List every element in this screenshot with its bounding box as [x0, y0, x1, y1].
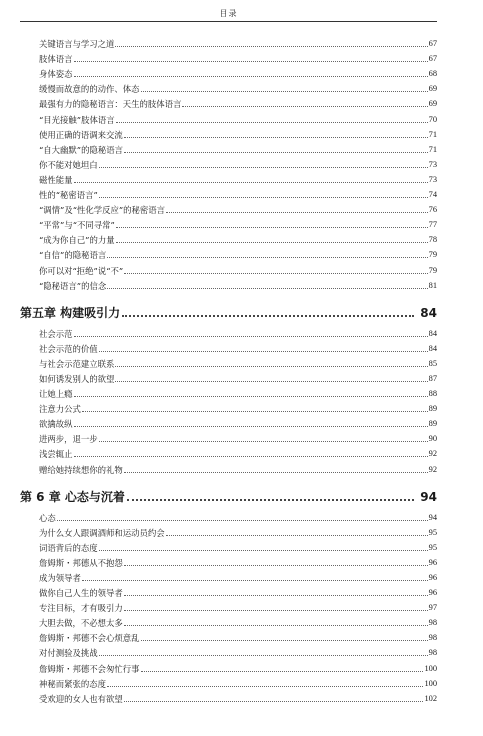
- entry-title: 为什么女人跟调酒师和运动员约会: [39, 527, 165, 538]
- chapter-title: 第 6 章 心态与沉着: [20, 489, 125, 504]
- dot-leader: [124, 152, 428, 153]
- entry-title: 磁性能量: [39, 174, 73, 185]
- entry-title: 进两步，退一步: [39, 434, 98, 445]
- entry-title: 詹姆斯・邦德从不抱怨: [39, 557, 123, 568]
- entry-page-number: 88: [428, 389, 437, 399]
- toc-entry[interactable]: [20, 598, 437, 613]
- entry-title: 神秘而紧张的态度: [39, 678, 106, 689]
- toc-entry[interactable]: [20, 384, 437, 399]
- toc-entry[interactable]: [20, 200, 437, 215]
- dot-leader: [182, 106, 427, 107]
- entry-title: 社会示范: [39, 328, 73, 339]
- dot-leader: [127, 499, 414, 501]
- dot-leader: [99, 351, 428, 352]
- entry-page-number: 96: [428, 588, 437, 598]
- dot-leader: [82, 580, 428, 581]
- entry-title: 心态: [39, 512, 56, 523]
- entry-title: 缓慢而故意的的动作、体态: [39, 84, 140, 95]
- entry-title: 对付测验及挑战: [39, 648, 98, 659]
- entry-page-number: 89: [428, 404, 437, 414]
- entry-page-number: 77: [428, 220, 437, 230]
- toc-chapter-heading[interactable]: [20, 295, 437, 320]
- entry-title: 词语背后的态度: [39, 542, 98, 553]
- dot-leader: [122, 315, 414, 317]
- entry-title: “成为你自己”的力量: [39, 235, 115, 246]
- toc-entry[interactable]: [20, 414, 437, 429]
- entry-title: 使用正确的语调来交流: [39, 129, 123, 140]
- entry-page-number: 71: [428, 144, 437, 154]
- entry-title: “自大幽默”的隐秘语言: [39, 144, 123, 155]
- dot-leader: [166, 212, 428, 213]
- dot-leader: [74, 456, 428, 457]
- toc-entry[interactable]: [20, 689, 437, 704]
- dot-leader: [99, 441, 428, 442]
- toc-entry[interactable]: [20, 339, 437, 354]
- entry-title: 做你自己人生的领导者: [39, 588, 123, 599]
- dot-leader: [124, 625, 428, 626]
- entry-page-number: 73: [428, 159, 437, 169]
- entry-title: 肢体语言: [39, 54, 73, 65]
- entry-page-number: 96: [428, 573, 437, 582]
- dot-leader: [82, 411, 428, 412]
- entry-page-number: 79: [428, 250, 437, 260]
- toc-entry[interactable]: [20, 109, 437, 124]
- dot-leader: [116, 227, 428, 228]
- entry-title: 关键语言与学习之道: [39, 39, 115, 50]
- toc-entry[interactable]: [20, 49, 437, 64]
- entry-title: 詹姆斯・邦德不会匆忙行事: [39, 663, 140, 674]
- toc-entry[interactable]: [20, 674, 437, 689]
- toc-entry[interactable]: [20, 354, 437, 369]
- dot-leader: [99, 167, 428, 168]
- dot-leader: [107, 257, 427, 258]
- dot-leader: [124, 273, 427, 274]
- chapter-page-number: 84: [420, 305, 437, 320]
- toc-entry[interactable]: [20, 170, 437, 185]
- entry-title: 如何诱发别人的欲望: [39, 373, 115, 384]
- entry-page-number: 76: [428, 205, 437, 215]
- entry-title: 詹姆斯・邦德不会心烦意乱: [39, 633, 140, 644]
- entry-page-number: 96: [428, 557, 437, 567]
- toc-entry[interactable]: [20, 230, 437, 245]
- entry-page-number: 98: [428, 633, 437, 643]
- dot-leader: [141, 671, 424, 672]
- toc-entry[interactable]: [20, 523, 437, 538]
- entry-title: 让她上瘾: [39, 389, 73, 400]
- dot-leader: [74, 61, 428, 62]
- entry-page-number: 95: [428, 527, 437, 537]
- chapter-page-number: 94: [420, 489, 437, 504]
- dot-leader: [99, 655, 428, 656]
- dot-leader: [57, 520, 428, 521]
- entry-title: 专注目标，才有吸引力: [39, 603, 123, 614]
- dot-leader: [74, 336, 428, 337]
- entry-title: “目光接触”肢体语言: [39, 114, 115, 125]
- dot-leader: [116, 242, 428, 243]
- toc-entry[interactable]: [20, 94, 437, 109]
- toc-entry[interactable]: [20, 508, 437, 523]
- entry-page-number: 73: [428, 174, 437, 184]
- dot-leader: [115, 381, 427, 382]
- entry-page-number: 71: [428, 129, 437, 139]
- entry-page-number: 67: [428, 54, 437, 64]
- dot-leader: [99, 197, 428, 198]
- entry-page-number: 98: [428, 618, 437, 628]
- dot-leader: [124, 595, 428, 596]
- toc-entry[interactable]: [20, 260, 437, 275]
- entry-page-number: 90: [428, 434, 437, 444]
- toc-entry[interactable]: [20, 125, 437, 140]
- entry-page-number: 69: [428, 99, 437, 109]
- toc-entry[interactable]: [20, 399, 437, 414]
- entry-page-number: 68: [428, 69, 437, 79]
- toc-entry[interactable]: [20, 79, 437, 94]
- entry-page-number: 70: [428, 114, 437, 124]
- dot-leader: [107, 686, 423, 687]
- entry-title: 性的“秘密语言”: [39, 190, 98, 201]
- entry-page-number: 100: [424, 678, 437, 688]
- entry-page-number: 78: [428, 235, 437, 245]
- entry-title: “隐秘语言”的信念: [39, 280, 107, 291]
- chapter-title: 第五章 构建吸引力: [20, 305, 121, 320]
- dot-leader: [141, 640, 428, 641]
- entry-title: 你可以对“拒绝”说“不”: [39, 265, 124, 276]
- toc-entry[interactable]: [20, 643, 437, 658]
- entry-title: 身体姿态: [39, 69, 73, 80]
- entry-page-number: 87: [428, 373, 437, 383]
- toc-entry[interactable]: [20, 34, 437, 49]
- dot-leader: [74, 76, 428, 77]
- entry-page-number: 97: [428, 603, 437, 613]
- entry-page-number: 98: [428, 648, 437, 658]
- toc-entry[interactable]: [20, 628, 437, 643]
- toc-entry[interactable]: [20, 140, 437, 155]
- entry-title: 受欢迎的女人也有欲望: [39, 693, 123, 704]
- dot-leader: [99, 550, 428, 551]
- toc-entry[interactable]: [20, 538, 437, 553]
- entry-title: 与社会示范建立联系: [39, 358, 115, 369]
- entry-title: 欲擒故纵: [39, 419, 73, 430]
- toc-entry[interactable]: [20, 245, 437, 260]
- entry-page-number: 81: [428, 280, 437, 290]
- dot-leader: [141, 91, 428, 92]
- toc-entry[interactable]: [20, 276, 437, 291]
- dot-leader: [116, 122, 428, 123]
- toc-entry[interactable]: [20, 444, 437, 459]
- dot-leader: [107, 288, 427, 289]
- toc-entry[interactable]: [20, 553, 437, 568]
- entry-page-number: 85: [428, 358, 437, 368]
- toc-entry[interactable]: [20, 185, 437, 200]
- entry-page-number: 102: [424, 693, 437, 703]
- toc-entry[interactable]: [20, 583, 437, 598]
- toc-entry[interactable]: [20, 613, 437, 628]
- dot-leader: [124, 472, 428, 473]
- entry-page-number: 67: [428, 39, 437, 49]
- entry-title: 大胆去做，不必想太多: [39, 618, 123, 629]
- entry-title: 赠给她持续想你的礼物: [39, 464, 123, 475]
- entry-title: 浅尝辄止: [39, 449, 73, 460]
- running-header: 目录: [219, 9, 238, 18]
- dot-leader: [124, 137, 428, 138]
- entry-page-number: 84: [428, 343, 437, 353]
- entry-page-number: 89: [428, 419, 437, 429]
- entry-title: 社会示范的价值: [39, 343, 98, 354]
- toc-entry[interactable]: [20, 429, 437, 444]
- entry-page-number: 79: [428, 265, 437, 275]
- toc-entry[interactable]: [20, 215, 437, 230]
- entry-title: 你不能对她坦白: [39, 159, 98, 170]
- dot-leader: [74, 396, 428, 397]
- entry-title: 最强有力的隐秘语言：天生的肢体语言: [39, 99, 182, 110]
- toc-entry[interactable]: [20, 369, 437, 384]
- entry-page-number: 92: [428, 449, 437, 459]
- entry-title: “自信”的隐秘语言: [39, 250, 107, 261]
- toc-entry[interactable]: [20, 64, 437, 79]
- toc-entry[interactable]: [20, 658, 437, 673]
- dot-leader: [115, 366, 427, 367]
- toc-entry[interactable]: [20, 568, 437, 583]
- dot-leader: [124, 701, 424, 702]
- dot-leader: [124, 565, 428, 566]
- toc-entry[interactable]: [20, 155, 437, 170]
- dot-leader: [74, 182, 428, 183]
- entry-page-number: 92: [428, 464, 437, 474]
- toc-entry[interactable]: [20, 324, 437, 339]
- table-of-contents: [20, 34, 437, 704]
- entry-page-number: 100: [424, 663, 437, 673]
- entry-title: 成为领导者: [39, 573, 81, 583]
- dot-leader: [124, 610, 428, 611]
- toc-chapter-heading[interactable]: [20, 479, 437, 504]
- entry-page-number: 74: [428, 190, 437, 200]
- entry-title: “平常”与“不同寻常”: [39, 220, 115, 231]
- entry-page-number: 94: [428, 512, 437, 522]
- entry-title: 注意力公式: [39, 404, 81, 415]
- dot-leader: [115, 46, 427, 47]
- entry-title: “调情”及“性化学反应”的秘密语言: [39, 205, 166, 216]
- entry-page-number: 84: [428, 328, 437, 338]
- toc-entry[interactable]: [20, 459, 437, 474]
- dot-leader: [74, 426, 428, 427]
- entry-page-number: 69: [428, 84, 437, 94]
- dot-leader: [166, 535, 428, 536]
- entry-page-number: 95: [428, 542, 437, 552]
- header-rule: [20, 21, 437, 22]
